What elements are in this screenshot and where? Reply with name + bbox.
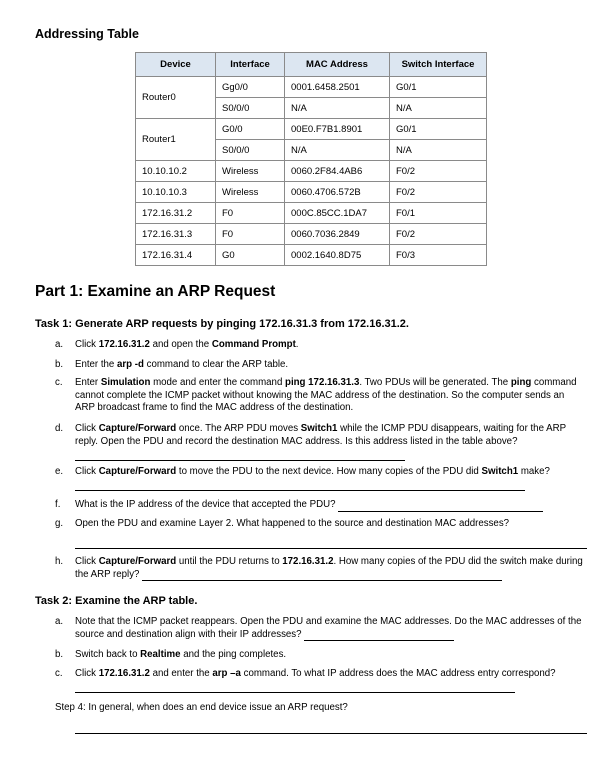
col-device: Device	[136, 53, 216, 77]
step-letter: c.	[55, 668, 63, 679]
cell-switch-interface: F0/2	[390, 161, 487, 182]
task1-heading: Task 1: Generate ARP requests by pinging 172.16.31.3 from 172.16.31.2.	[35, 318, 409, 330]
cell-switch-interface: F0/3	[390, 245, 487, 266]
step4-question: Step 4: In general, when does an end device issue an ARP request?	[55, 702, 348, 713]
step-text	[75, 466, 585, 491]
step-text	[75, 649, 585, 662]
step-letter: f.	[55, 499, 61, 510]
plain-text: . How many copies of the PDU did the switch make during the ARP reply?	[75, 556, 583, 580]
table-row	[136, 182, 487, 203]
cell-interface: Wireless	[216, 161, 285, 182]
emphasis-text: arp -d	[117, 359, 144, 370]
cell-switch-interface: N/A	[390, 140, 487, 161]
cell-mac: N/A	[285, 140, 390, 161]
step-letter: e.	[55, 466, 64, 477]
cell-interface: F0	[216, 203, 285, 224]
emphasis-text: ping	[510, 377, 532, 388]
cell-switch-interface: G0/1	[390, 77, 487, 98]
step-text	[75, 668, 585, 693]
emphasis-text: Capture/Forward	[98, 466, 177, 477]
plain-text: and enter the	[149, 668, 213, 679]
cell-interface: Gg0/0	[216, 77, 285, 98]
step-text	[75, 377, 585, 415]
step-text	[75, 423, 585, 461]
answer-line-step4[interactable]	[75, 733, 587, 734]
plain-text: mode and enter the command	[150, 377, 286, 388]
plain-text: Click	[75, 466, 99, 477]
cell-mac: 0002.1640.8D75	[285, 245, 390, 266]
plain-text: Click	[75, 556, 99, 567]
step-text	[75, 499, 585, 512]
plain-text: make?	[518, 466, 550, 477]
plain-text: while the ICMP PDU disappears, waiting for the ARP reply. Open the PDU and record the destination MAC address. Is this address listed in the table above?	[75, 423, 566, 447]
task2-heading: Task 2: Examine the ARP table.	[35, 595, 198, 607]
plain-text: command to clear the ARP table.	[143, 359, 289, 370]
table-row	[136, 245, 487, 266]
cell-mac: 0001.6458.2501	[285, 77, 390, 98]
table-header-row	[136, 53, 487, 77]
cell-interface: S0/0/0	[216, 140, 285, 161]
emphasis-text: arp –a	[212, 668, 241, 679]
cell-switch-interface: N/A	[390, 98, 487, 119]
answer-blank[interactable]	[338, 501, 543, 512]
cell-device: 172.16.31.3	[136, 224, 216, 245]
cell-device: 10.10.10.2	[136, 161, 216, 182]
cell-device: 10.10.10.3	[136, 182, 216, 203]
emphasis-text: Switch1	[481, 466, 519, 477]
emphasis-text: Simulation	[100, 377, 151, 388]
plain-text: Open the PDU and examine Layer 2. What happened to the source and destination MAC addresses?	[75, 518, 510, 529]
step-letter: b.	[55, 359, 64, 370]
table-row	[136, 161, 487, 182]
step-text	[75, 359, 585, 372]
answer-blank[interactable]	[75, 682, 515, 693]
plain-text: and open the	[149, 339, 212, 350]
plain-text: Click	[75, 668, 99, 679]
cell-interface: G0/0	[216, 119, 285, 140]
cell-interface: F0	[216, 224, 285, 245]
col-switch-interface: Switch Interface	[390, 53, 487, 77]
step-letter: c.	[55, 377, 63, 388]
cell-mac: 000C.85CC.1DA7	[285, 203, 390, 224]
plain-text: Click	[75, 423, 99, 434]
plain-text: and the ping completes.	[180, 649, 287, 660]
plain-text: Enter	[75, 377, 101, 388]
cell-mac: 0060.2F84.4AB6	[285, 161, 390, 182]
step-letter: d.	[55, 423, 64, 434]
plain-text: .	[295, 339, 299, 350]
emphasis-text: Switch1	[300, 423, 338, 434]
cell-switch-interface: F0/2	[390, 224, 487, 245]
answer-blank[interactable]	[75, 450, 405, 461]
plain-text: Click	[75, 339, 99, 350]
emphasis-text: Command Prompt	[211, 339, 296, 350]
plain-text: once. The ARP PDU moves	[176, 423, 301, 434]
answer-blank[interactable]	[75, 480, 525, 491]
cell-interface: G0	[216, 245, 285, 266]
cell-mac: N/A	[285, 98, 390, 119]
plain-text: Switch back to	[75, 649, 141, 660]
answer-blank[interactable]	[304, 630, 454, 641]
cell-device: Router0	[136, 77, 216, 119]
plain-text: to move the PDU to the next device. How many copies of the PDU did	[176, 466, 482, 477]
step-text	[75, 518, 585, 531]
plain-text: until the PDU returns to	[176, 556, 283, 567]
emphasis-text: 172.16.31.2	[282, 556, 334, 567]
cell-interface: Wireless	[216, 182, 285, 203]
step-text	[75, 616, 585, 641]
cell-mac: 00E0.F7B1.8901	[285, 119, 390, 140]
plain-text: command. To what IP address does the MAC address entry correspond?	[240, 668, 556, 679]
table-row	[136, 77, 487, 98]
plain-text: Enter the	[75, 359, 118, 370]
emphasis-text: Capture/Forward	[98, 423, 177, 434]
cell-switch-interface: F0/2	[390, 182, 487, 203]
addressing-table-heading: Addressing Table	[35, 27, 139, 41]
emphasis-text: 172.16.31.2	[98, 339, 150, 350]
step-letter: a.	[55, 616, 64, 627]
plain-text: command cannot complete the ICMP packet without knowing the MAC address of the destination. So the computer sends an ARP broadcast frame to find the MAC address of the destination.	[75, 377, 577, 413]
col-mac-address: MAC Address	[285, 53, 390, 77]
emphasis-text: ping 172.16.31.3	[285, 377, 360, 388]
plain-text: Note that the ICMP packet reappears. Open the PDU and examine the MAC addresses. Do the MAC addresses of the source and destination align with their IP addresses?	[75, 616, 582, 640]
table-row	[136, 119, 487, 140]
emphasis-text: Capture/Forward	[98, 556, 177, 567]
cell-switch-interface: G0/1	[390, 119, 487, 140]
answer-line-g[interactable]	[75, 548, 587, 549]
step-letter: g.	[55, 518, 64, 529]
table-row	[136, 224, 487, 245]
table-row	[136, 203, 487, 224]
cell-switch-interface: F0/1	[390, 203, 487, 224]
cell-interface: S0/0/0	[216, 98, 285, 119]
step-letter: a.	[55, 339, 64, 350]
plain-text: What is the IP address of the device that accepted the PDU?	[75, 499, 336, 510]
step-letter: b.	[55, 649, 64, 660]
plain-text: . Two PDUs will be generated. The	[359, 377, 511, 388]
addressing-table	[135, 52, 487, 266]
emphasis-text: 172.16.31.2	[98, 668, 150, 679]
col-interface: Interface	[216, 53, 285, 77]
step-text	[75, 339, 585, 352]
cell-mac: 0060.4706.572B	[285, 182, 390, 203]
part1-heading: Part 1: Examine an ARP Request	[35, 283, 276, 300]
cell-device: Router1	[136, 119, 216, 161]
answer-blank[interactable]	[142, 570, 502, 581]
emphasis-text: Realtime	[140, 649, 181, 660]
cell-device: 172.16.31.4	[136, 245, 216, 266]
step-text	[75, 556, 585, 581]
cell-device: 172.16.31.2	[136, 203, 216, 224]
cell-mac: 0060.7036.2849	[285, 224, 390, 245]
step-letter: h.	[55, 556, 64, 567]
